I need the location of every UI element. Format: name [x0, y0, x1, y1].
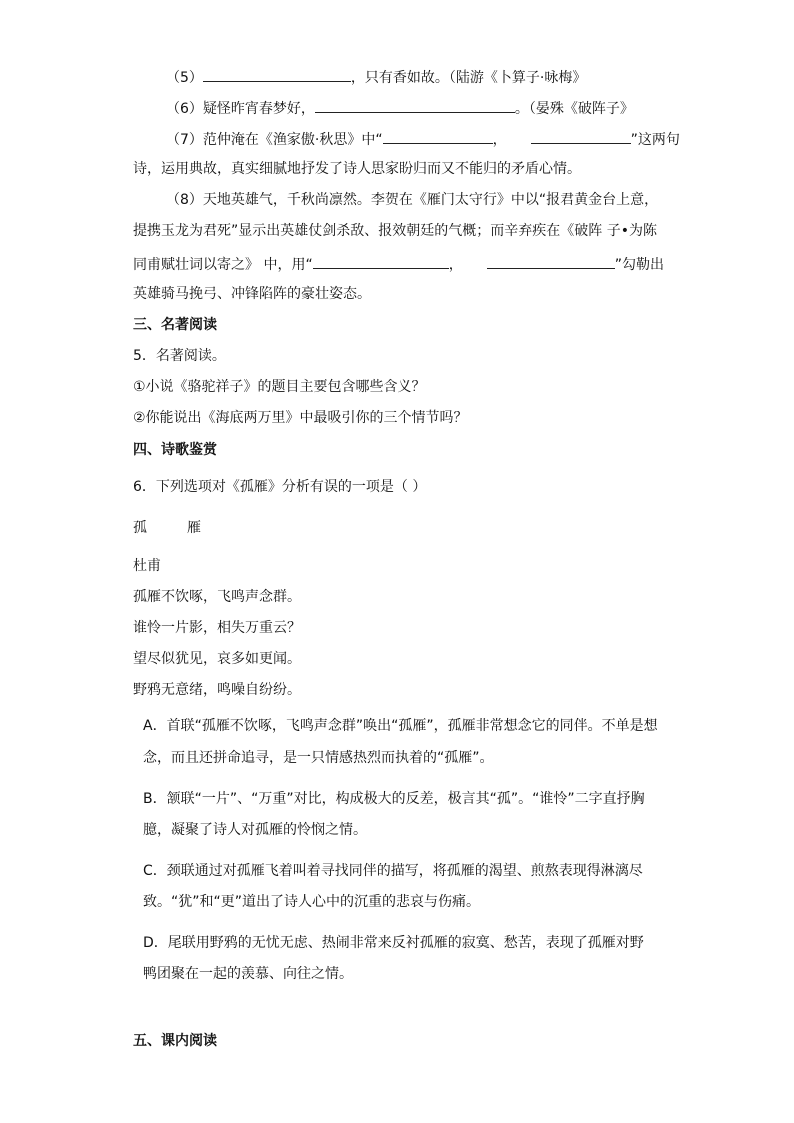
poem-title-char: 孤: [133, 520, 147, 536]
option-b: B．颔联“一片”、“万重”对比，构成极大的反差，极言其“孤”。“谁怜”二字直抒胸: [143, 791, 645, 807]
question-8-fill-in: （8）天地英雄气，千秋尚凛然。李贺在《雁门太守行》中以“报君黄金台上意，: [166, 192, 659, 208]
option-a: A．首联“孤雁不饮啄，飞鸣声念群”唤出“孤雁”，孤雁非常想念它的同伴。不单是想: [143, 718, 658, 734]
question-7-fill-in: [166, 128, 680, 150]
sub-question-1: ①小说《骆驼祥子》的题目主要包含哪些含义？: [133, 379, 426, 395]
question-number: （6）: [166, 101, 203, 117]
question-text: ，: [448, 257, 463, 273]
answer-blank[interactable]: [531, 128, 631, 144]
option-b-continued: 臆，凝聚了诗人对孤雁的怜悯之情。: [143, 822, 367, 838]
question-text: ”这两句: [630, 132, 680, 148]
section-heading-classics: 三、名著阅读: [133, 317, 217, 333]
question-text: ，只有香如故。（陆游《卜算子·咏梅》: [350, 70, 587, 86]
question-text: ”勾勒出: [614, 257, 664, 273]
answer-blank[interactable]: [383, 128, 493, 144]
question-6-fill-in: [166, 97, 634, 119]
question-intro: 5．名著阅读。: [133, 348, 226, 364]
option-c-continued: 致。“犹”和“更”道出了诗人心中的沉重的悲哀与伤痛。: [143, 894, 481, 910]
section-heading-textbook-reading: 五、课内阅读: [133, 1033, 217, 1049]
option-a-continued: 念，而且还拼命追寻，是一只情感热烈而执着的“孤雁”。: [143, 750, 494, 766]
question-8-continued: 提携玉龙为君死”显示出英雄仗剑杀敌、报效朝廷的气概；而辛弃疾在《破阵 子•为陈: [133, 223, 657, 239]
question-8-continued: 英雄骑马挽弓、冲锋陷阵的豪壮姿态。: [133, 286, 371, 302]
section-heading-poetry: 四、诗歌鉴赏: [133, 442, 217, 458]
question-text: 同甫赋壮词以寄之》 中，用“: [133, 257, 313, 273]
question-text: 疑怪昨宵春梦好，: [202, 101, 315, 117]
question-8-blanks-line: [133, 253, 664, 275]
question-number: （5）: [166, 70, 203, 86]
poem-title: [133, 518, 201, 538]
poem-author: 杜甫: [133, 558, 161, 574]
answer-blank[interactable]: [487, 253, 615, 269]
option-d: D．尾联用野鸦的无忧无虑、热闹非常来反衬孤雁的寂寞、愁苦，表现了孤雁对野: [143, 935, 644, 951]
poem-line: 孤雁不饮啄，飞鸣声念群。: [133, 589, 301, 605]
poem-line: 谁怜一片影，相失万重云？: [133, 620, 301, 636]
answer-blank[interactable]: [203, 66, 351, 82]
option-c: C．颈联通过对孤雁飞着叫着寻找同伴的描写，将孤雁的渴望、煎熬表现得淋漓尽: [143, 863, 643, 879]
question-6-prompt: 6．下列选项对《孤雁》分析有误的一项是（ ）: [133, 479, 427, 495]
answer-blank[interactable]: [315, 97, 515, 113]
question-5-fill-in: [166, 66, 586, 88]
poem-line: 野鸦无意绪，鸣噪自纷纷。: [133, 682, 301, 698]
question-7-continued: 诗，运用典故，真实细腻地抒发了诗人思家盼归而又不能归的矛盾心情。: [133, 161, 581, 177]
sub-question-2: ②你能说出《海底两万里》中最吸引你的三个情节吗？: [133, 410, 468, 426]
question-text: ，: [492, 132, 507, 148]
poem-line: 望尽似犹见，哀多如更闻。: [133, 651, 301, 667]
option-d-continued: 鸭团聚在一起的羡慕、向往之情。: [143, 966, 353, 982]
question-text: 。（晏殊《破阵子》: [514, 101, 634, 117]
poem-title-char: 雁: [187, 520, 201, 536]
question-text: （7）范仲淹在《渔家傲·秋思》中“: [166, 132, 383, 148]
answer-blank[interactable]: [313, 253, 449, 269]
